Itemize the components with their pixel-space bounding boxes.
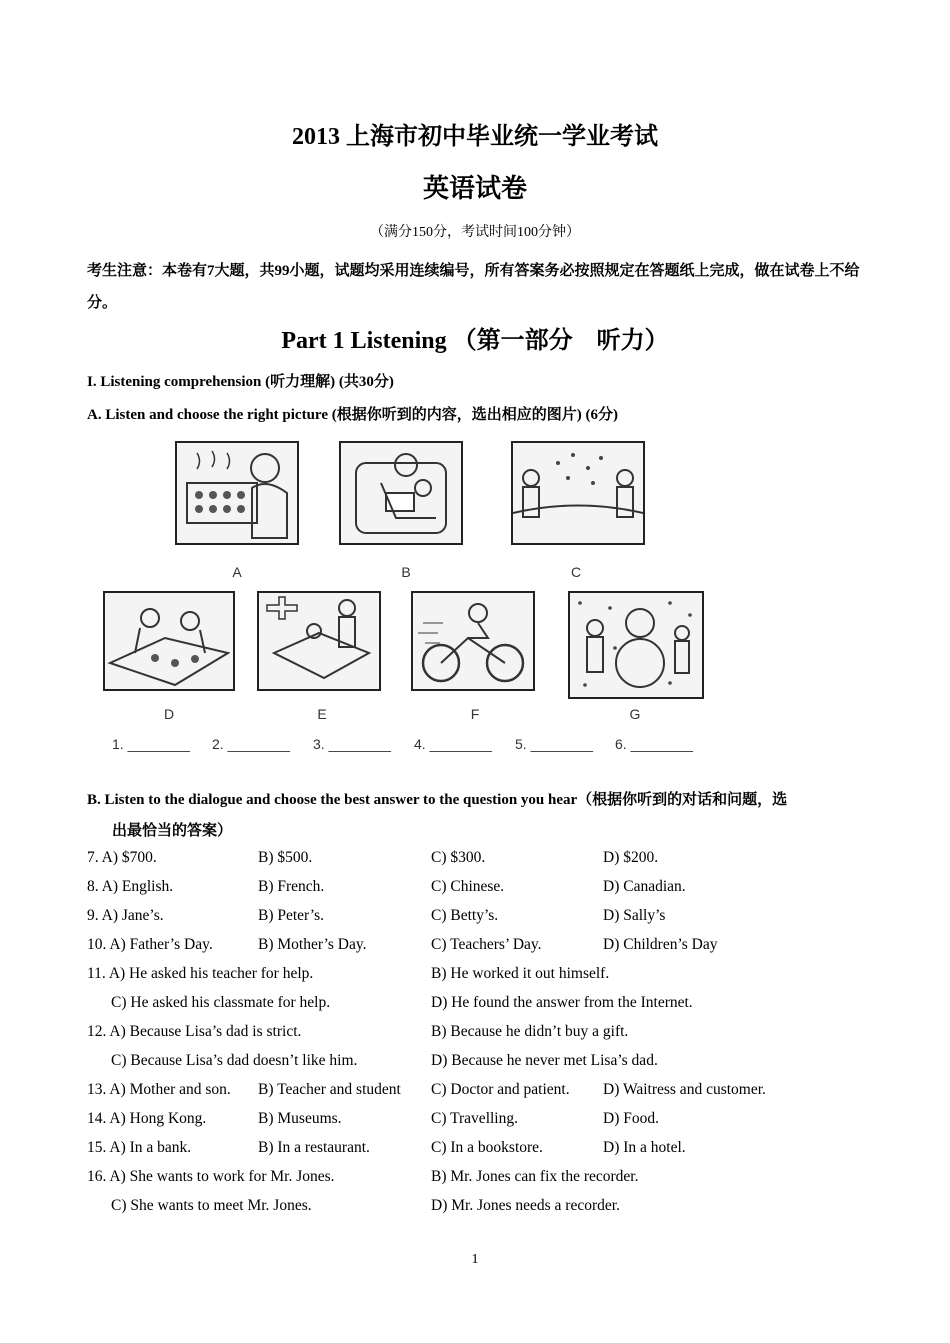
- q10-option-d: D) Children’s Day: [603, 936, 718, 953]
- picture-f: [411, 591, 535, 691]
- picture-label-d: D: [163, 706, 175, 722]
- q11-option-b: B) He worked it out himself.: [431, 965, 610, 982]
- picture-label-g: G: [629, 706, 641, 722]
- page-number: 1: [471, 1252, 479, 1267]
- section-a-heading: A. Listen and choose the right picture (根据你听到的内容，选出相应的图片) (6分): [87, 407, 618, 423]
- picture-e: [257, 591, 381, 691]
- picture-label-c: C: [570, 564, 582, 580]
- q14-option-a: 14. A) Hong Kong.: [87, 1110, 207, 1127]
- answer-blank-1: 1. ________: [112, 736, 190, 752]
- snowman-illustration: [570, 593, 702, 697]
- q8-option-d: D) Canadian.: [603, 878, 686, 895]
- picture-a: [175, 441, 299, 545]
- q9-option-c: C) Betty’s.: [431, 907, 499, 924]
- snow-play-illustration: [513, 443, 643, 543]
- q11-option-d: D) He found the answer from the Internet.: [431, 994, 693, 1011]
- q8-option-c: C) Chinese.: [431, 878, 505, 895]
- q12-option-d: D) Because he never met Lisa’s dad.: [431, 1052, 658, 1069]
- q11-option-a: 11. A) He asked his teacher for help.: [87, 965, 314, 982]
- q7-option-c: C) $300.: [431, 849, 486, 866]
- hospital-illustration: [259, 593, 379, 689]
- q7-option-a: 7. A) $700.: [87, 849, 157, 866]
- section-i-heading: I. Listening comprehension (听力理解) (共30分): [87, 374, 394, 390]
- q9-option-b: B) Peter’s.: [258, 907, 325, 924]
- q14-option-b: B) Museums.: [258, 1110, 342, 1127]
- q14-option-c: C) Travelling.: [431, 1110, 518, 1127]
- section-b-line-1: B. Listen to the dialogue and choose the best answer to the question you hear（根据你听到的对话和问题，选: [87, 792, 788, 808]
- q16-option-d: D) Mr. Jones needs a recorder.: [431, 1197, 620, 1214]
- picture-b: [339, 441, 463, 545]
- q15-option-a: 15. A) In a bank.: [87, 1139, 192, 1156]
- picture-label-f: F: [470, 706, 480, 722]
- q10-option-a: 10. A) Father’s Day.: [87, 936, 213, 953]
- q12-option-c: C) Because Lisa’s dad doesn’t like him.: [111, 1052, 358, 1069]
- q9-option-d: D) Sally’s: [603, 907, 666, 924]
- reading-illustration: [341, 443, 461, 543]
- picture-label-a: A: [232, 564, 242, 580]
- q15-option-d: D) In a hotel.: [603, 1139, 686, 1156]
- q12-option-a: 12. A) Because Lisa’s dad is strict.: [87, 1023, 302, 1040]
- q9-option-a: 9. A) Jane’s.: [87, 907, 164, 924]
- q16-option-b: B) Mr. Jones can fix the recorder.: [431, 1168, 639, 1185]
- exam-title: 2013 上海市初中毕业统一学业考试: [292, 124, 658, 150]
- q16-option-c: C) She wants to meet Mr. Jones.: [111, 1197, 312, 1214]
- q10-option-b: B) Mother’s Day.: [258, 936, 367, 953]
- subject-title: 英语试卷: [422, 174, 527, 203]
- picture-d: [103, 591, 235, 691]
- answer-blank-5: 5. ________: [515, 736, 593, 752]
- q11-option-c: C) He asked his classmate for help.: [111, 994, 331, 1011]
- cycling-illustration: [413, 593, 533, 689]
- section-b-line-2: 出最恰当的答案）: [112, 823, 233, 839]
- q13-option-c: C) Doctor and patient.: [431, 1081, 570, 1098]
- q7-option-b: B) $500.: [258, 849, 313, 866]
- picture-g: [568, 591, 704, 699]
- answer-blank-4: 4. ________: [414, 736, 492, 752]
- q8-option-b: B) French.: [258, 878, 325, 895]
- picture-c: [511, 441, 645, 545]
- candidate-notice: 考生注意：本卷有7大题，共99小题，试题均采用连续编号，所有答案务必按照规定在答题纸上完成，做在试卷上不给分。: [87, 263, 860, 311]
- q12-option-b: B) Because he didn’t buy a gift.: [431, 1023, 629, 1040]
- baking-illustration: [177, 443, 297, 543]
- q10-option-c: C) Teachers’ Day.: [431, 936, 542, 953]
- answer-blank-6: 6. ________: [615, 736, 693, 752]
- picture-label-e: E: [317, 706, 327, 722]
- picture-label-b: B: [401, 564, 411, 580]
- q13-option-a: 13. A) Mother and son.: [87, 1081, 231, 1098]
- answer-blank-3: 3. ________: [313, 736, 391, 752]
- q13-option-d: D) Waitress and customer.: [603, 1081, 766, 1098]
- q7-option-d: D) $200.: [603, 849, 659, 866]
- answer-blank-2: 2. ________: [212, 736, 290, 752]
- q15-option-c: C) In a bookstore.: [431, 1139, 543, 1156]
- q14-option-d: D) Food.: [603, 1110, 659, 1127]
- q13-option-b: B) Teacher and student: [258, 1081, 401, 1098]
- q16-option-a: 16. A) She wants to work for Mr. Jones.: [87, 1168, 335, 1185]
- picnic-illustration: [105, 593, 233, 689]
- section-b-heading: [87, 785, 877, 847]
- exam-subtitle: （满分150分，考试时间100分钟）: [370, 225, 580, 240]
- q15-option-b: B) In a restaurant.: [258, 1139, 370, 1156]
- part-heading: Part 1 Listening （第一部分 听力）: [281, 328, 669, 354]
- q8-option-a: 8. A) English.: [87, 878, 174, 895]
